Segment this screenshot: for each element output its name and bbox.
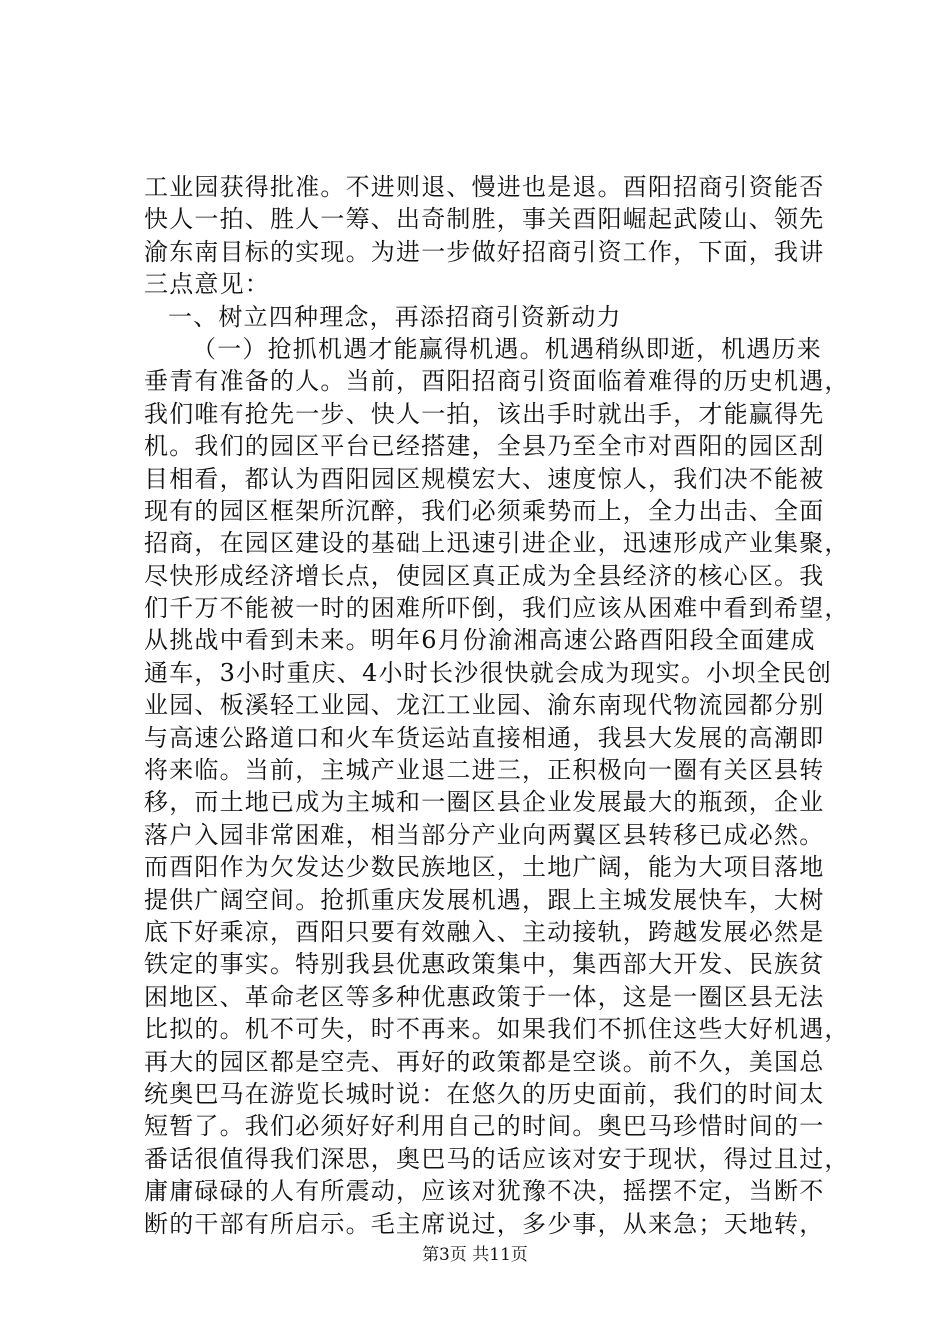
text-line: 垂青有准备的人。当前，酉阳招商引资面临着难得的历史机遇，	[144, 367, 850, 396]
subsection-first-line: （一）抢抓机遇才能赢得机遇。机遇稍纵即逝，机遇历来	[192, 334, 822, 363]
text-line: 我们唯有抢先一步、快人一拍，该出手时就出手，才能赢得先	[144, 399, 825, 428]
text-line: 目相看，都认为酉阳园区规模宏大、速度惊人，我们决不能被	[144, 464, 825, 493]
text-line: 移，而土地已成为主城和一圈区县企业发展最大的瓶颈，企业	[144, 788, 825, 817]
text-line: 现有的园区框架所沉醉，我们必须乘势而上，全力出击、全面	[144, 496, 825, 525]
body-text	[144, 171, 850, 1240]
text-line: 再大的园区都是空壳、再好的政策都是空谈。前不久，美国总	[144, 1047, 825, 1076]
text-line: 短暂了。我们必须好好利用自己的时间。奥巴马珍惜时间的一	[144, 1112, 825, 1141]
text-line: 与高速公路道口和火车货运站直接相通，我县大发展的高潮即	[144, 723, 825, 752]
text-line: 统奥巴马在游览长城时说：在悠久的历史面前，我们的时间太	[144, 1079, 825, 1108]
text-line: 招商，在园区建设的基础上迅速引进企业，迅速形成产业集聚，	[144, 529, 850, 558]
text-line: 业园、板溪轻工业园、龙江工业园、渝东南现代物流园都分别	[144, 691, 825, 720]
text-line: 铁定的事实。特别我县优惠政策集中，集西部大开发、民族贫	[144, 950, 825, 979]
text-line: 三点意见：	[144, 270, 270, 299]
page-footer	[0, 1243, 950, 1267]
text-line: 比拟的。机不可失，时不再来。如果我们不抓住这些大好机遇，	[144, 1015, 850, 1044]
page-number: 第3页 共11页	[422, 1245, 528, 1265]
text-line: 落户入园非常困难，相当部分产业向两翼区县转移已成必然。	[144, 820, 825, 849]
text-line: 们千万不能被一时的困难所吓倒，我们应该从困难中看到希望，	[144, 594, 850, 623]
text-line: 而酉阳作为欠发达少数民族地区，土地广阔，能为大项目落地	[144, 853, 825, 882]
text-line: 渝东南目标的实现。为进一步做好招商引资工作，下面，我讲	[144, 237, 825, 266]
text-line: 通车，3小时重庆、4小时长沙很快就会成为现实。小坝全民创	[144, 658, 833, 687]
text-line: 断的干部有所启示。毛主席说过，多少事，从来急；天地转，	[144, 1209, 825, 1238]
text-line: 从挑战中看到未来。明年6月份渝湘高速公路酉阳段全面建成	[144, 626, 816, 655]
text-line: 工业园获得批准。不进则退、慢进也是退。酉阳招商引资能否	[144, 173, 825, 201]
text-line: 困地区、革命老区等多种优惠政策于一体，这是一圈区县无法	[144, 982, 825, 1011]
text-line: 底下好乘凉，酉阳只要有效融入、主动接轨，跨越发展必然是	[144, 917, 825, 946]
text-line: 番话很值得我们深思，奥巴马的话应该对安于现状，得过且过，	[144, 1144, 850, 1173]
text-line: 提供广阔空间。抢抓重庆发展机遇，跟上主城发展快车，大树	[144, 885, 825, 914]
text-line: 庸庸碌碌的人有所震动，应该对犹豫不决，摇摆不定，当断不	[144, 1177, 825, 1206]
text-line: 快人一拍、胜人一筹、出奇制胜，事关酉阳崛起武陵山、领先	[144, 205, 825, 234]
text-line: 机。我们的园区平台已经搭建，全县乃至全市对酉阳的园区刮	[144, 432, 825, 461]
section-heading: 一、树立四种理念，再添招商引资新动力	[168, 302, 622, 331]
text-line: 尽快形成经济增长点，使园区真正成为全县经济的核心区。我	[144, 561, 825, 590]
text-line: 将来临。当前，主城产业退二进三，正积极向一圈有关区县转	[144, 756, 825, 785]
